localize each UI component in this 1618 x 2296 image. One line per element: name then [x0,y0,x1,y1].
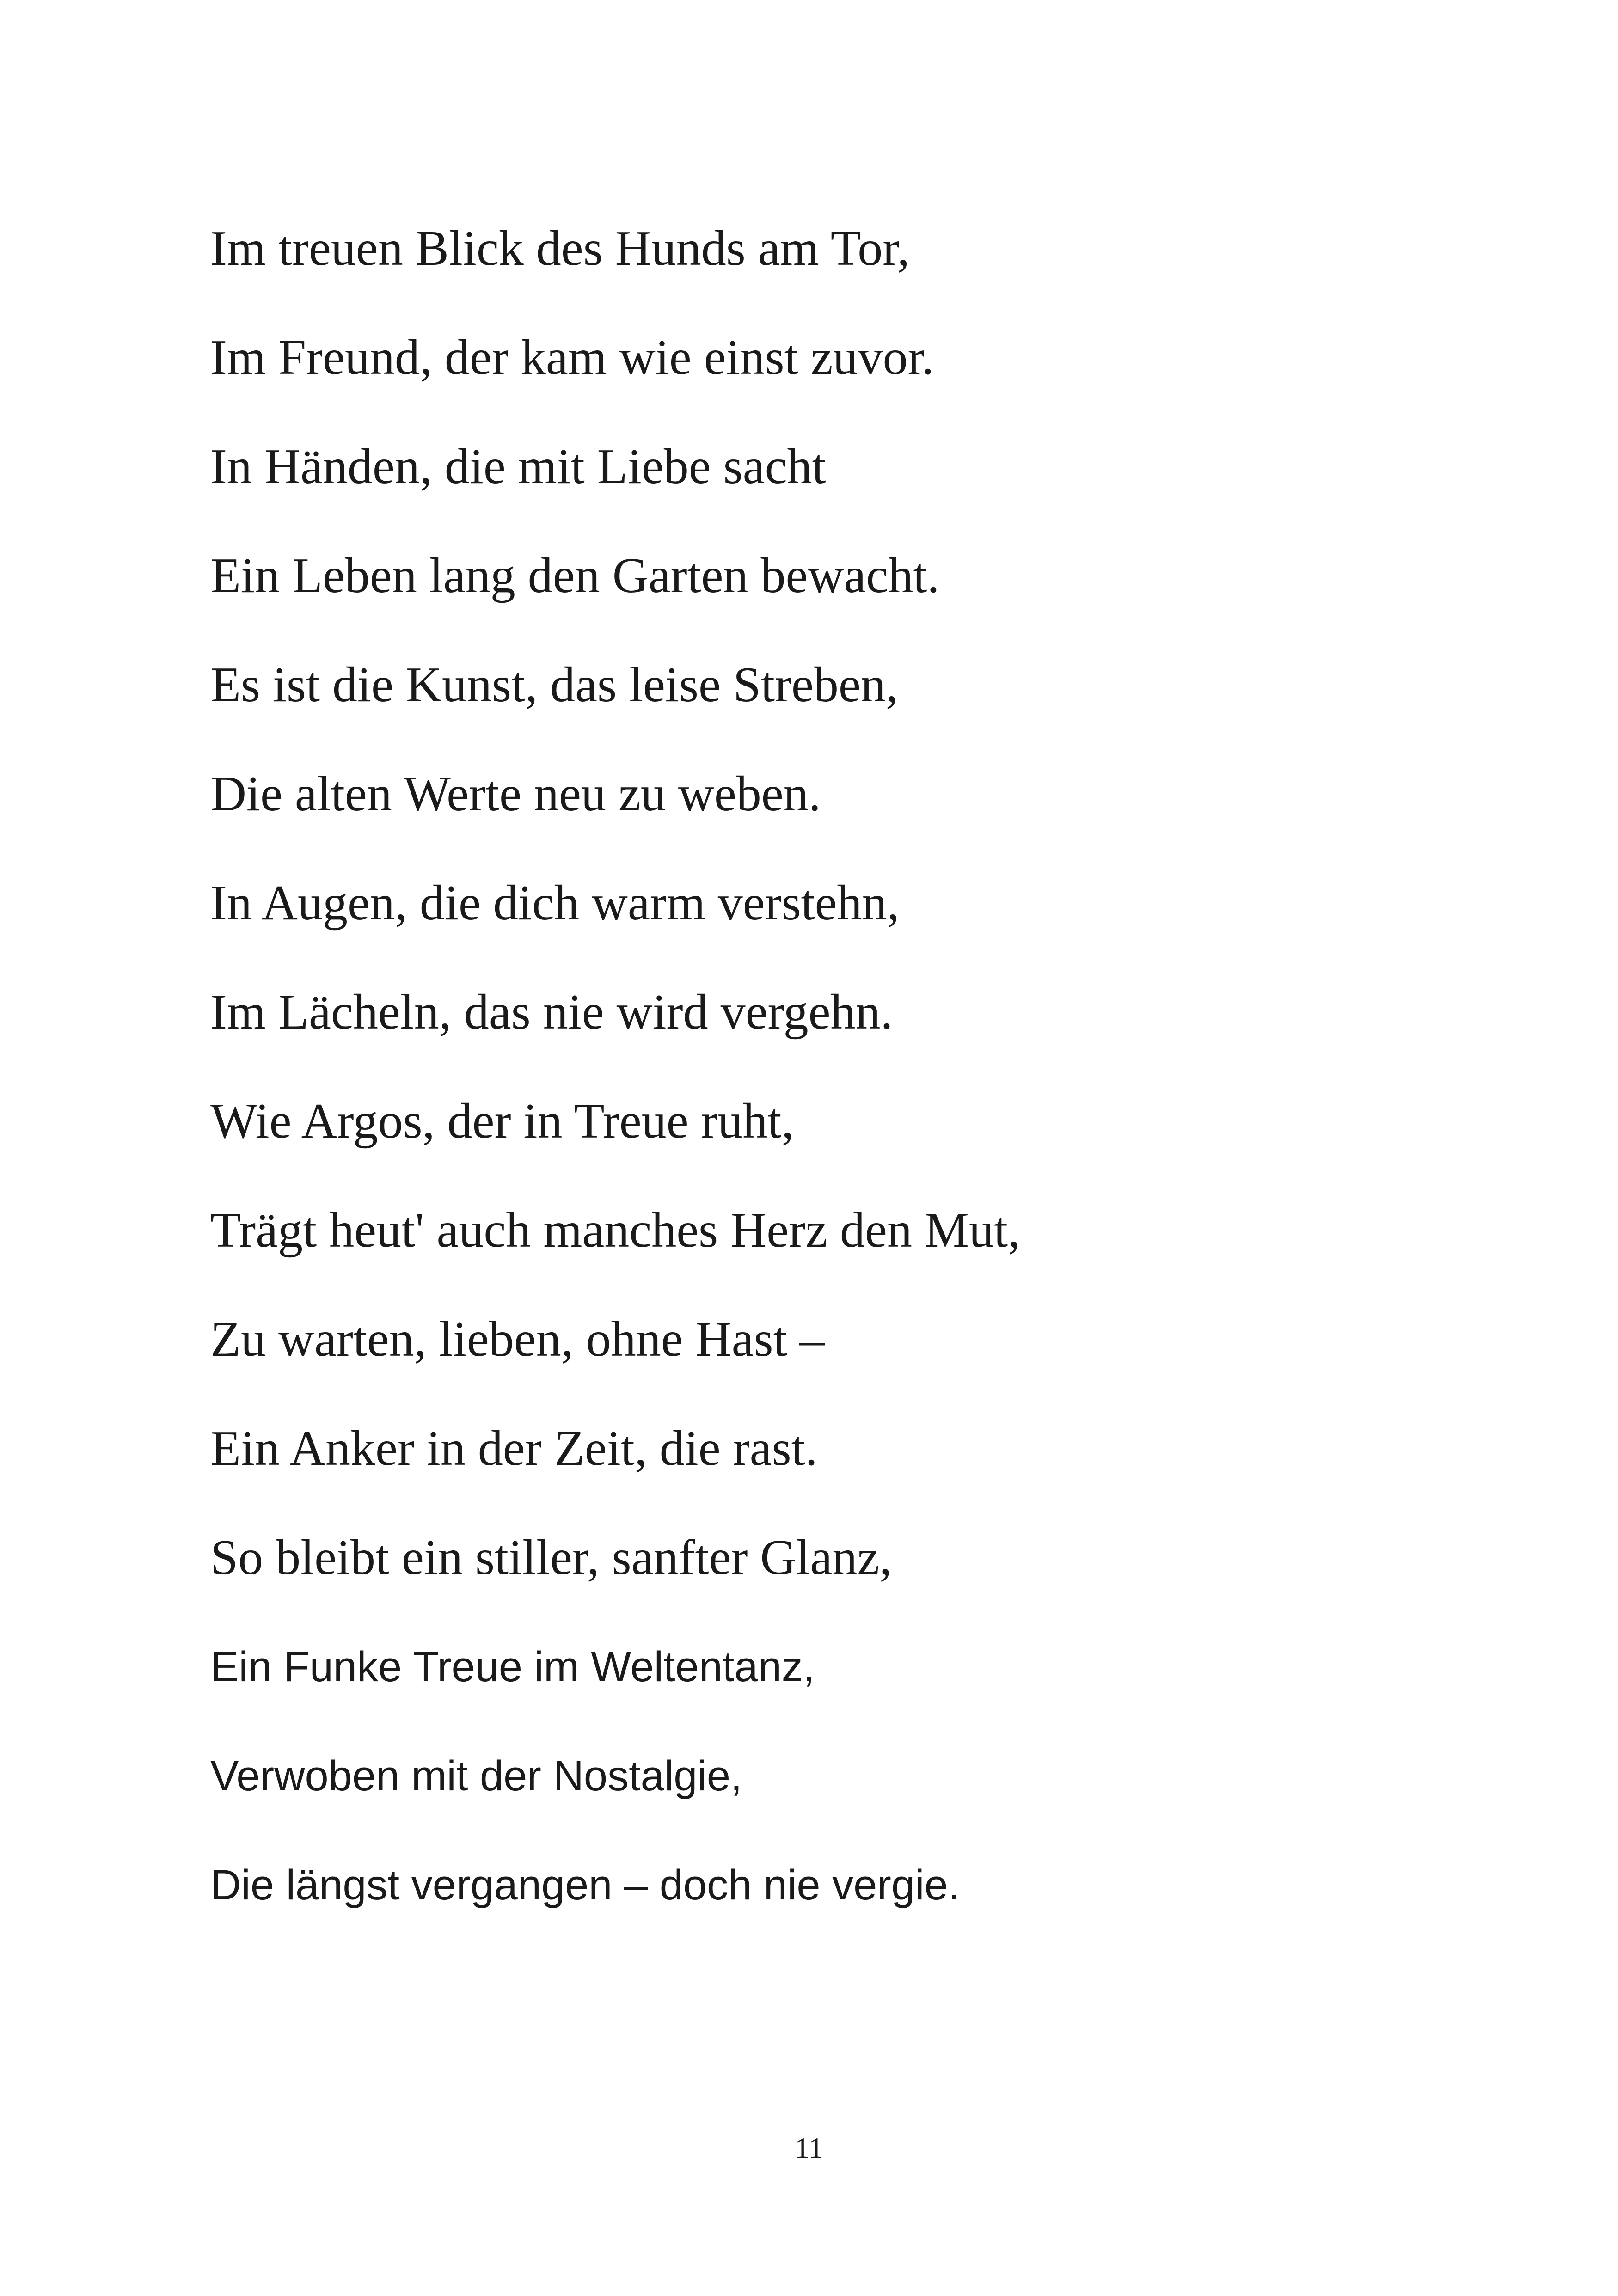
poem-line-12: Ein Anker in der Zeit, die rast. [210,1421,818,1476]
poem-line-11: Zu warten, lieben, ohne Hast – [210,1312,825,1367]
poem-line-7: In Augen, die dich warm verstehn, [210,876,900,931]
poem-line-1: Im treuen Blick des Hunds am Tor, [210,221,910,276]
poem-line-2: Im Freund, der kam wie einst zuvor. [210,330,934,385]
poem-line-3: In Händen, die mit Liebe sacht [210,439,826,494]
poem-line-16: Die längst vergangen – doch nie vergie. [210,1861,960,1909]
page-number: 11 [795,2131,823,2164]
poem-line-5: Es ist die Kunst, das leise Streben, [210,657,898,712]
poem-line-4: Ein Leben lang den Garten bewacht. [210,548,940,603]
poem-line-10: Trägt heut' auch manches Herz den Mut, [210,1203,1020,1258]
poem-line-8: Im Lächeln, das nie wird vergehn. [210,985,893,1040]
poem-line-6: Die alten Werte neu zu weben. [210,766,821,821]
poem-line-15: Verwoben mit der Nostalgie, [210,1752,742,1800]
poem-line-14: Ein Funke Treue im Weltentanz, [210,1643,815,1690]
poem-line-13: So bleibt ein stiller, sanfter Glanz, [210,1530,892,1585]
poem-line-9: Wie Argos, der in Treue ruht, [210,1094,794,1149]
poem [210,194,1505,1940]
